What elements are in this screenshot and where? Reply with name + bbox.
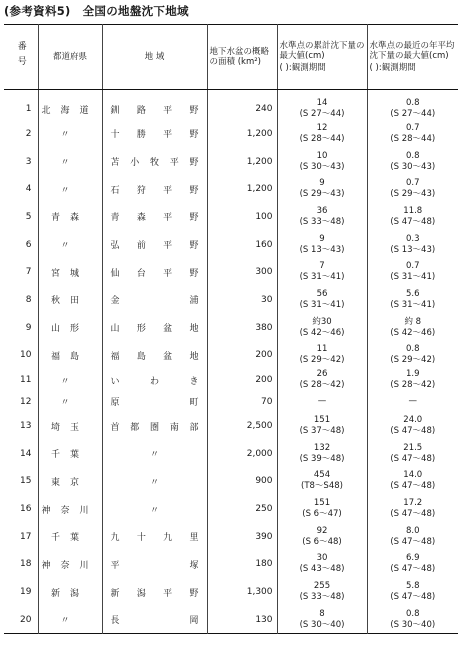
table-row [4,412,458,440]
table-row [4,606,458,634]
table-row [4,148,458,176]
recent-value: 11.8 [403,205,423,216]
row-number: 20 [20,614,32,625]
header-num: 番号 [4,25,38,90]
header-row [4,25,458,90]
table-row [4,342,458,370]
region-cell: 九十九里 [102,523,207,551]
recent-cell [367,606,458,634]
recent-value: 14.0 [403,470,423,481]
cumulative-cell [277,391,367,412]
table-row [4,90,458,121]
region-cell: 山形盆地 [102,314,207,342]
table-row [4,314,458,342]
prefecture-cell: 〃 [38,606,102,634]
recent-cell [367,90,458,121]
cumulative-cell [277,203,367,231]
area-cell: 1,300 [207,578,277,606]
table-row [4,495,458,523]
table-row [4,175,458,203]
row-number: 4 [25,184,32,195]
cumulative-cell [277,523,367,551]
area-cell: 100 [207,203,277,231]
prefecture-cell: 秋田 [38,286,102,314]
header-cumulative: 水準点の累計沈下量の最大値(cm) ( ):観測期間 [277,25,367,90]
recent-period: (S 47～48) [390,481,436,492]
cumulative-cell [277,412,367,440]
table-row [4,120,458,148]
recent-value: 0.8 [405,608,420,619]
recent-cell [367,286,458,314]
row-number: 13 [20,421,32,432]
region-cell: 福島盆地 [102,342,207,370]
area-cell: 1,200 [207,175,277,203]
cumulative-period: (S 43～48) [299,564,345,575]
area-cell: 380 [207,314,277,342]
region-cell: 長岡 [102,606,207,634]
recent-value: 21.5 [403,442,423,453]
area-cell: 30 [207,286,277,314]
row-number: 16 [20,504,32,515]
recent-period: (S 27～44) [390,109,436,119]
recent-value: 0.8 [405,98,420,108]
area-cell: 2,000 [207,440,277,468]
recent-period: (S 47～48) [390,453,436,464]
region-cell: 〃 [102,440,207,468]
prefecture-cell: 〃 [38,148,102,176]
recent-period: (S 47～48) [390,592,436,603]
area-cell: 250 [207,495,277,523]
prefecture-cell: 千葉 [38,523,102,551]
cumulative-cell [277,440,367,468]
table-row [4,578,458,606]
cumulative-value: 454 [313,470,331,481]
recent-period: (S 30～40) [390,619,436,630]
recent-value: 0.7 [405,261,420,272]
cumulative-cell [277,175,367,203]
recent-cell [367,175,458,203]
table-row [4,523,458,551]
recent-cell [367,314,458,342]
recent-value: 5.8 [405,581,420,592]
row-number: 19 [20,587,32,598]
row-number: 3 [25,156,32,167]
recent-period: (S 29～42) [390,355,436,366]
cumulative-value: 151 [313,415,331,426]
recent-cell [367,120,458,148]
cumulative-period: (S 6～48) [302,536,342,547]
table-row [4,468,458,496]
cumulative-value: 26 [316,369,328,380]
recent-cell [367,369,458,391]
region-cell: 〃 [102,495,207,523]
cumulative-period: (S 28～42) [299,380,345,391]
cumulative-value: — [317,396,327,407]
cumulative-value: 14 [316,98,328,108]
recent-cell [367,523,458,551]
prefecture-cell: 新潟 [38,578,102,606]
header-region: 地 域 [102,25,207,90]
cumulative-period: (S 29～42) [299,355,345,366]
recent-value: 約 8 [404,316,422,327]
row-number: 12 [20,396,32,407]
region-cell: 十勝平野 [102,120,207,148]
recent-period: (S 28～44) [390,133,436,144]
cumulative-cell [277,606,367,634]
recent-value: 1.9 [405,369,420,380]
recent-cell [367,551,458,579]
cumulative-period: (S 37～48) [299,426,345,437]
cumulative-value: 92 [316,525,328,536]
cumulative-cell [277,148,367,176]
recent-period: (S 30～43) [390,161,436,172]
cumulative-cell [277,90,367,121]
cumulative-value: 30 [316,553,328,564]
row-number: 14 [20,448,32,459]
region-cell: 苫小牧平野 [102,148,207,176]
row-number: 8 [25,294,32,305]
prefecture-cell: 〃 [38,231,102,259]
cumulative-cell [277,231,367,259]
subsidence-table [4,24,458,634]
prefecture-cell: 福島 [38,342,102,370]
recent-cell [367,440,458,468]
recent-cell [367,258,458,286]
cumulative-period: (S 31～41) [299,272,345,283]
table-row [4,369,458,391]
table-row [4,286,458,314]
cumulative-cell [277,258,367,286]
recent-period: (S 47～48) [390,536,436,547]
header-recent: 水準点の最近の年平均沈下量の最大値(cm) ( ):観測期間 [367,25,458,90]
region-cell: 原町 [102,391,207,412]
prefecture-cell: 東京 [38,468,102,496]
row-number: 9 [25,322,32,333]
prefecture-cell: 青森 [38,203,102,231]
recent-period: (S 47～48) [390,216,436,227]
prefecture-cell: 宮城 [38,258,102,286]
region-cell: 青森平野 [102,203,207,231]
recent-value: 0.8 [405,150,420,161]
cumulative-value: 9 [319,233,325,244]
region-cell: 石狩平野 [102,175,207,203]
cumulative-period: (S 33～48) [299,216,345,227]
cumulative-cell [277,369,367,391]
cumulative-period: (T8～S48) [301,481,343,492]
cumulative-period: (S 42～46) [299,327,345,338]
region-cell: 釧路平野 [102,90,207,121]
recent-period: (S 42～46) [390,327,436,338]
prefecture-cell: 北海道 [38,90,102,121]
cumulative-value: 132 [313,442,331,453]
recent-value: 6.9 [405,553,420,564]
reference-label: (参考資料5) [4,4,71,18]
cumulative-value: 10 [316,150,328,161]
recent-value: 0.7 [405,122,420,133]
prefecture-cell: 千葉 [38,440,102,468]
recent-period: (S 13～43) [390,244,436,255]
cumulative-cell [277,578,367,606]
prefecture-cell: 〃 [38,391,102,412]
cumulative-value: 8 [319,608,325,619]
prefecture-cell: 神奈川 [38,551,102,579]
region-cell: 〃 [102,468,207,496]
cumulative-cell [277,468,367,496]
cumulative-value: 36 [316,205,328,216]
row-number: 5 [25,211,32,222]
area-cell: 160 [207,231,277,259]
recent-period: (S 31～41) [390,299,436,310]
prefecture-cell: 埼玉 [38,412,102,440]
cumulative-period: (S 31～41) [299,299,345,310]
recent-cell [367,148,458,176]
table-row [4,231,458,259]
region-cell: いわき [102,369,207,391]
recent-period: (S 29～43) [390,189,436,200]
cumulative-value: 151 [313,498,331,509]
area-cell: 390 [207,523,277,551]
cumulative-period: (S 6～47) [302,509,342,520]
region-cell: 金浦 [102,286,207,314]
header-area: 地下水盆の概略の面積 (km²) [207,25,277,90]
recent-period: (S 47～48) [390,564,436,575]
prefecture-cell: 〃 [38,175,102,203]
cumulative-period: (S 30～43) [299,161,345,172]
row-number: 2 [25,128,32,139]
table-row [4,551,458,579]
area-cell: 1,200 [207,120,277,148]
area-cell: 200 [207,342,277,370]
recent-period: (S 28～42) [390,380,436,391]
recent-period: (S 31～41) [390,272,436,283]
cumulative-value: 12 [316,122,328,133]
recent-period: (S 47～48) [390,426,436,437]
cumulative-cell [277,120,367,148]
row-number: 18 [20,559,32,570]
recent-cell [367,203,458,231]
recent-period: (S 47～48) [390,509,436,520]
cumulative-period: (S 33～48) [299,592,345,603]
area-cell: 130 [207,606,277,634]
row-number: 6 [25,239,32,250]
area-cell: 2,500 [207,412,277,440]
recent-value: 8.0 [405,525,420,536]
caption [4,3,189,21]
recent-value: 0.7 [405,178,420,189]
area-cell: 200 [207,369,277,391]
recent-cell [367,231,458,259]
cumulative-period: (S 27～44) [299,109,345,119]
prefecture-cell: 神奈川 [38,495,102,523]
recent-value: 24.0 [403,415,423,426]
recent-cell [367,342,458,370]
table-row [4,391,458,412]
area-cell: 900 [207,468,277,496]
cumulative-value: 9 [319,178,325,189]
row-number: 10 [20,350,32,361]
recent-cell [367,412,458,440]
prefecture-cell: 〃 [38,120,102,148]
cumulative-cell [277,551,367,579]
area-cell: 70 [207,391,277,412]
row-number: 7 [25,267,32,278]
recent-value: 0.8 [405,344,420,355]
prefecture-cell: 〃 [38,369,102,391]
cumulative-cell [277,495,367,523]
cumulative-period: (S 30～40) [299,619,345,630]
recent-cell [367,578,458,606]
page-title: 全国の地盤沈下地域 [82,4,189,18]
cumulative-value: 11 [316,344,328,355]
recent-value: — [408,396,417,407]
cumulative-value: 7 [319,261,325,272]
row-number: 1 [25,104,32,114]
cumulative-value: 255 [313,581,331,592]
table-row [4,440,458,468]
cumulative-period: (S 29～43) [299,189,345,200]
area-cell: 240 [207,90,277,121]
table-row [4,258,458,286]
recent-cell [367,391,458,412]
region-cell: 首都圏南部 [102,412,207,440]
region-cell: 平塚 [102,551,207,579]
header-pref: 都道府県 [38,25,102,90]
cumulative-period: (S 28～44) [299,133,345,144]
prefecture-cell: 山形 [38,314,102,342]
recent-value: 0.3 [405,233,420,244]
cumulative-value: 約30 [312,316,332,327]
cumulative-value: 56 [316,288,328,299]
cumulative-cell [277,342,367,370]
recent-cell [367,468,458,496]
area-cell: 180 [207,551,277,579]
cumulative-cell [277,286,367,314]
region-cell: 仙台平野 [102,258,207,286]
recent-value: 17.2 [403,498,423,509]
recent-cell [367,495,458,523]
recent-value: 5.6 [405,288,420,299]
area-cell: 1,200 [207,148,277,176]
row-number: 11 [20,375,32,386]
area-cell: 300 [207,258,277,286]
table-row [4,203,458,231]
region-cell: 弘前平野 [102,231,207,259]
cumulative-period: (S 39～48) [299,453,345,464]
row-number: 17 [20,531,32,542]
cumulative-period: (S 13～43) [299,244,345,255]
row-number: 15 [20,476,32,487]
cumulative-cell [277,314,367,342]
region-cell: 新潟平野 [102,578,207,606]
